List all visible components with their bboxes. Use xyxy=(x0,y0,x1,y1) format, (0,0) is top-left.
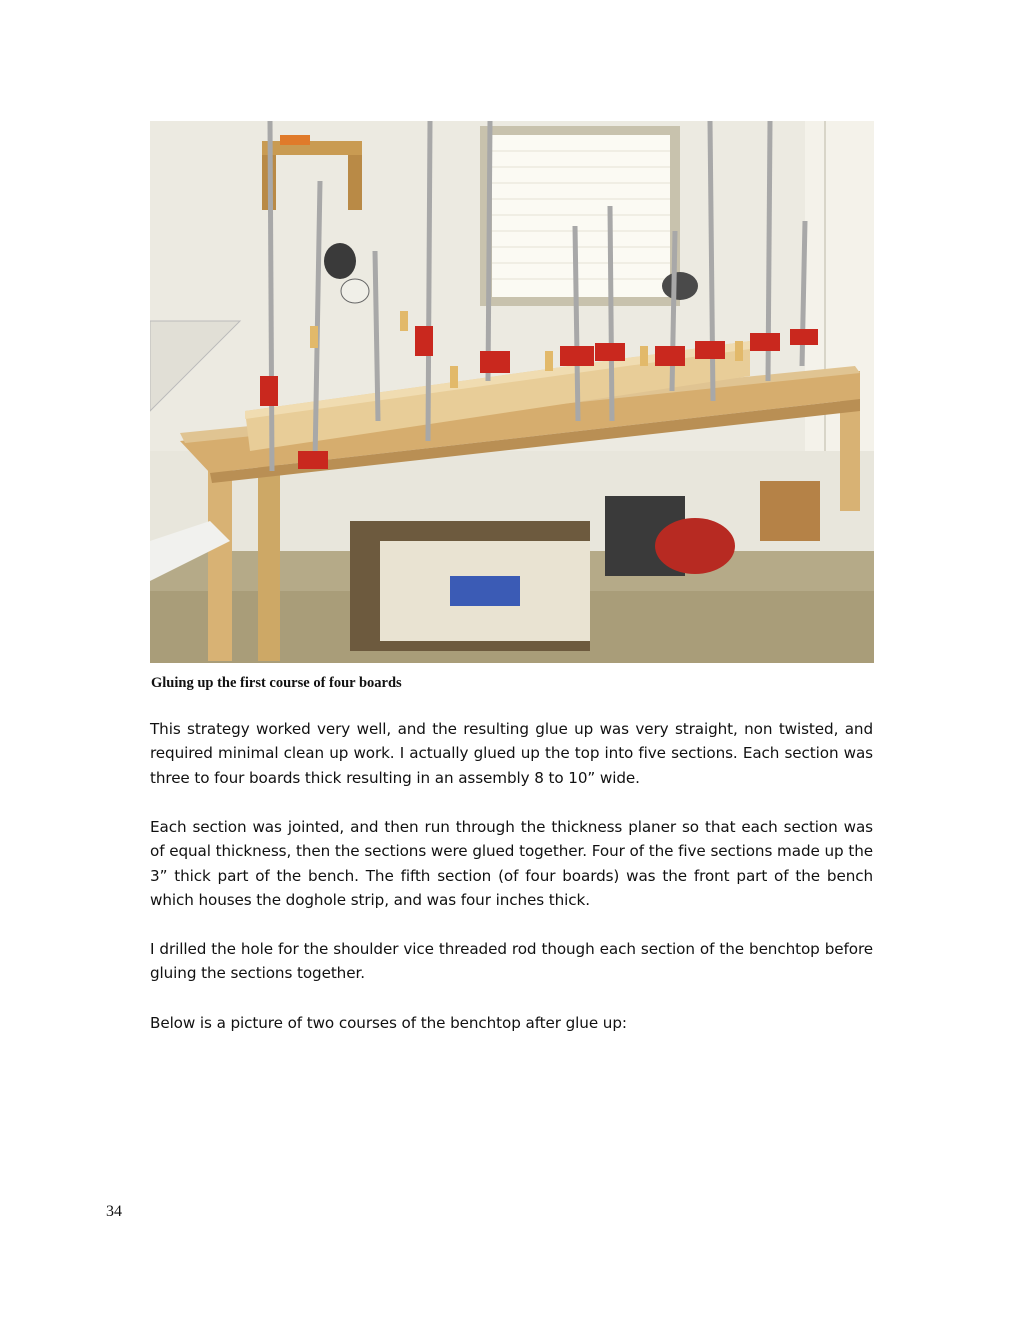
page-number: 34 xyxy=(106,1203,122,1220)
figure-caption: Gluing up the first course of four boards xyxy=(151,675,402,691)
workshop-photo xyxy=(150,121,874,663)
paragraph: Each section was jointed, and then run through the thickness planer so that each section was of equal thickness, then the sections were glued together. Four of the five sections made up the 3” thick part of the bench. The fifth section (of four boards) was the front part of the bench which houses the doghole strip, and was four inches thick. xyxy=(150,818,873,909)
paragraph: I drilled the hole for the shoulder vice threaded rod though each section of the benchtop before gluing the sections together. xyxy=(150,940,873,983)
paragraph: This strategy worked very well, and the resulting glue up was very straight, non twisted, and required minimal clean up work. I actually glued up the top into five sections. Each section was three to four boards thick resulting in an assembly 8 to 10” wide. xyxy=(150,720,873,787)
paragraph: Below is a picture of two courses of the benchtop after glue up: xyxy=(150,1014,627,1032)
